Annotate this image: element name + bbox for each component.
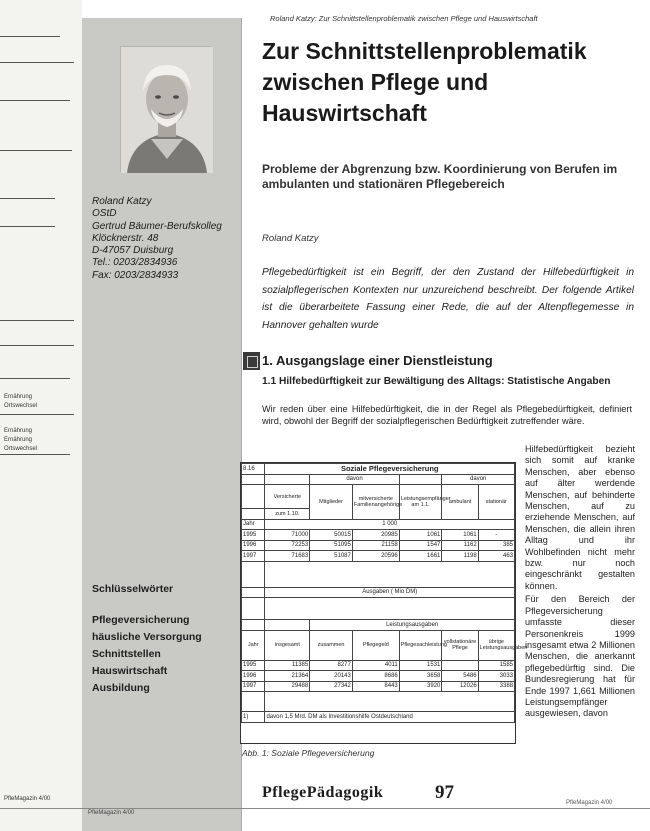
author-phone: Tel.: 0203/2834936 xyxy=(92,257,178,269)
table-header: zusammen xyxy=(310,630,353,660)
strip-rule xyxy=(0,414,74,415)
table-header: vollstationäre Pflege xyxy=(442,630,478,660)
table-row: 1997 71683 51087 20596 1661 1198 463 xyxy=(242,551,515,562)
keyword-item: Ausbildung xyxy=(92,682,150,694)
table-group-label: davon xyxy=(310,474,400,485)
neighbour-page-strip xyxy=(0,0,82,831)
issue-label: PfleMagazin 4/00 xyxy=(566,800,613,806)
strip-rule xyxy=(0,345,74,346)
table-header: Pflegegeld xyxy=(352,630,399,660)
portrait-illustration xyxy=(121,47,213,173)
table-row: 1995 11385 8277 4011 1531 1585 xyxy=(242,660,515,671)
table-footnote: davon 1,5 Mrd. DM als Investitionshilfe Ostdeutschland xyxy=(265,712,515,723)
figure-caption: Abb. 1: Soziale Pflegeversicherung xyxy=(242,748,375,758)
strip-rule xyxy=(0,226,55,227)
table-row: 1996 72253 51095 21158 1547 1162 385 xyxy=(242,540,515,551)
keyword-item: Hauswirtschaft xyxy=(92,665,168,677)
byline: Roland Katzy xyxy=(262,233,319,244)
strip-rule xyxy=(0,378,70,379)
right-column-text xyxy=(525,444,635,720)
body-paragraph: Wir reden über eine Hilfebedürftigkeit, die in der Regel als Pflegebedürftigkeit, definiert wird, obwohl der Begriff der sozialpflegerischen Bedürftigkeit zutreffender wäre. xyxy=(262,404,632,426)
table-header: insgesamt xyxy=(265,630,310,660)
table-group-label: Leistungsausgaben xyxy=(310,620,515,631)
table-row: 1995 71000 50015 20985 1061 1061 - xyxy=(242,530,515,541)
strip-rule xyxy=(0,198,55,199)
keyword-item: Schnittstellen xyxy=(92,648,161,660)
article-title: Zur Schnittstellenproblematik zwischen Pflege und Hauswirtschaft xyxy=(262,38,587,126)
table-unit: Ausgaben ( Mio DM) xyxy=(265,587,515,598)
author-city: D-47057 Duisburg xyxy=(92,245,174,257)
table-header: Mitglieder xyxy=(310,485,353,520)
lead-paragraph: Pflegebedürftigkeit ist ein Begriff, der den Zustand der Hilfebedürftigkeit in sozialpflegerischen Kontexten nur unzureichend beschreibt. Der folgende Artikel ist die überarbeitete Fassung einer Rede, die auf der Altenpflegemesse in Hannover gehalten wurde xyxy=(262,267,634,331)
table-unit: 1 000 xyxy=(265,519,515,530)
table-footnote-mark: 1) xyxy=(242,712,265,723)
author-street: Klöcknerstr. 48 xyxy=(92,232,159,244)
body-paragraph: Für den Bereich der Pflegeversicherung umfasste dieser Personenkreis 1999 insgesamt etwa 2 Millionen Menschen, die anerkannt pflegebedürftig sind. Die Bundesregierung hat für Ende 1997 1,661 Millionen Leistungsempfänger ausgewiesen, davon xyxy=(525,594,635,719)
table-header: ambulant xyxy=(442,485,478,520)
body-paragraph: Hilfebedürftigkeit bezieht sich somit auf kranke Menschen, aber ebenso auf älter werdende Menschen, auf behinderte Menschen, auf zu erziehende Menschen, auf Menschen, die allein ihren Alltag und ihr Wohlbefinden nicht mehr bzw. nur noch eingeschränkt gestalten können. xyxy=(525,444,635,591)
table-row: 1997 29488 27342 8443 3920 12026 3388 xyxy=(242,681,515,692)
author-name: Roland Katzy xyxy=(92,196,152,207)
table-group-label: davon xyxy=(442,474,515,485)
table-header: Jahr xyxy=(242,630,265,660)
sidebar-issue-label: PfleMagazin 4/00 xyxy=(88,810,135,816)
author-contact xyxy=(92,196,222,282)
table-header: stationär xyxy=(478,485,514,520)
table-header: mitversicherte Familienangehörige xyxy=(352,485,399,520)
strip-rule xyxy=(0,320,74,321)
page-number: 97 xyxy=(435,782,454,803)
strip-rule xyxy=(0,150,72,151)
journal-brand: PflegePädagogik xyxy=(262,784,384,801)
table-row: 1996 21364 20143 8686 3658 5486 3033 xyxy=(242,671,515,682)
strip-rule xyxy=(0,36,60,37)
strip-label: Ernährung xyxy=(4,428,33,434)
strip-rule xyxy=(0,454,70,455)
pflegeversicherung-table xyxy=(241,463,528,723)
running-head: Roland Katzy: Zur Schnittstellenproblematik zwischen Pflege und Hauswirtschaft xyxy=(270,14,538,23)
strip-label: Ortswechsel xyxy=(4,446,38,452)
article-subtitle: Probleme der Abgrenzung bzw. Koordinierung von Berufen im ambulanten und stationären Pflegebereich xyxy=(262,162,618,191)
strip-rule xyxy=(0,100,70,101)
keywords-list xyxy=(92,612,202,697)
keywords-title: Schlüsselwörter xyxy=(92,583,174,595)
section-marker-icon xyxy=(243,352,260,370)
strip-rule xyxy=(0,62,74,63)
section-heading: 1. Ausgangslage einer Dienstleistung xyxy=(262,353,493,368)
table-header: Versicherte xyxy=(265,485,310,509)
strip-footer: PfleMagazin 4/00 xyxy=(4,796,51,802)
table-title: Soziale Pflegeversicherung xyxy=(265,464,515,475)
table-number: 8.16 xyxy=(242,464,265,475)
author-title: OStD xyxy=(92,208,117,220)
keyword-item: Pflegeversicherung xyxy=(92,614,190,626)
author-photo xyxy=(120,46,212,172)
table-header: Jahr xyxy=(242,519,265,530)
table-header: Leistungsempfänger am 1.1. xyxy=(399,485,442,520)
strip-label: Ernährung xyxy=(4,394,33,400)
table-header: Pflegesachleistung xyxy=(399,630,442,660)
keyword-item: häusliche Versorgung xyxy=(92,631,202,643)
table-header: zum 1.10. xyxy=(265,509,310,520)
strip-label: Ernährung xyxy=(4,437,33,443)
table-header: übrige Leistungsausgaben xyxy=(478,630,514,660)
page-bottom-rule xyxy=(0,808,650,809)
subsection-heading: 1.1 Hilfebedürftigkeit zur Bewältigung des Alltags: Statistische Angaben xyxy=(262,376,611,387)
author-institution: Gertrud Bäumer-Berufskolleg xyxy=(92,220,222,232)
figure-table xyxy=(240,462,528,744)
strip-label: Ortswechsel xyxy=(4,403,38,409)
author-fax: Fax: 0203/2834933 xyxy=(92,269,179,281)
